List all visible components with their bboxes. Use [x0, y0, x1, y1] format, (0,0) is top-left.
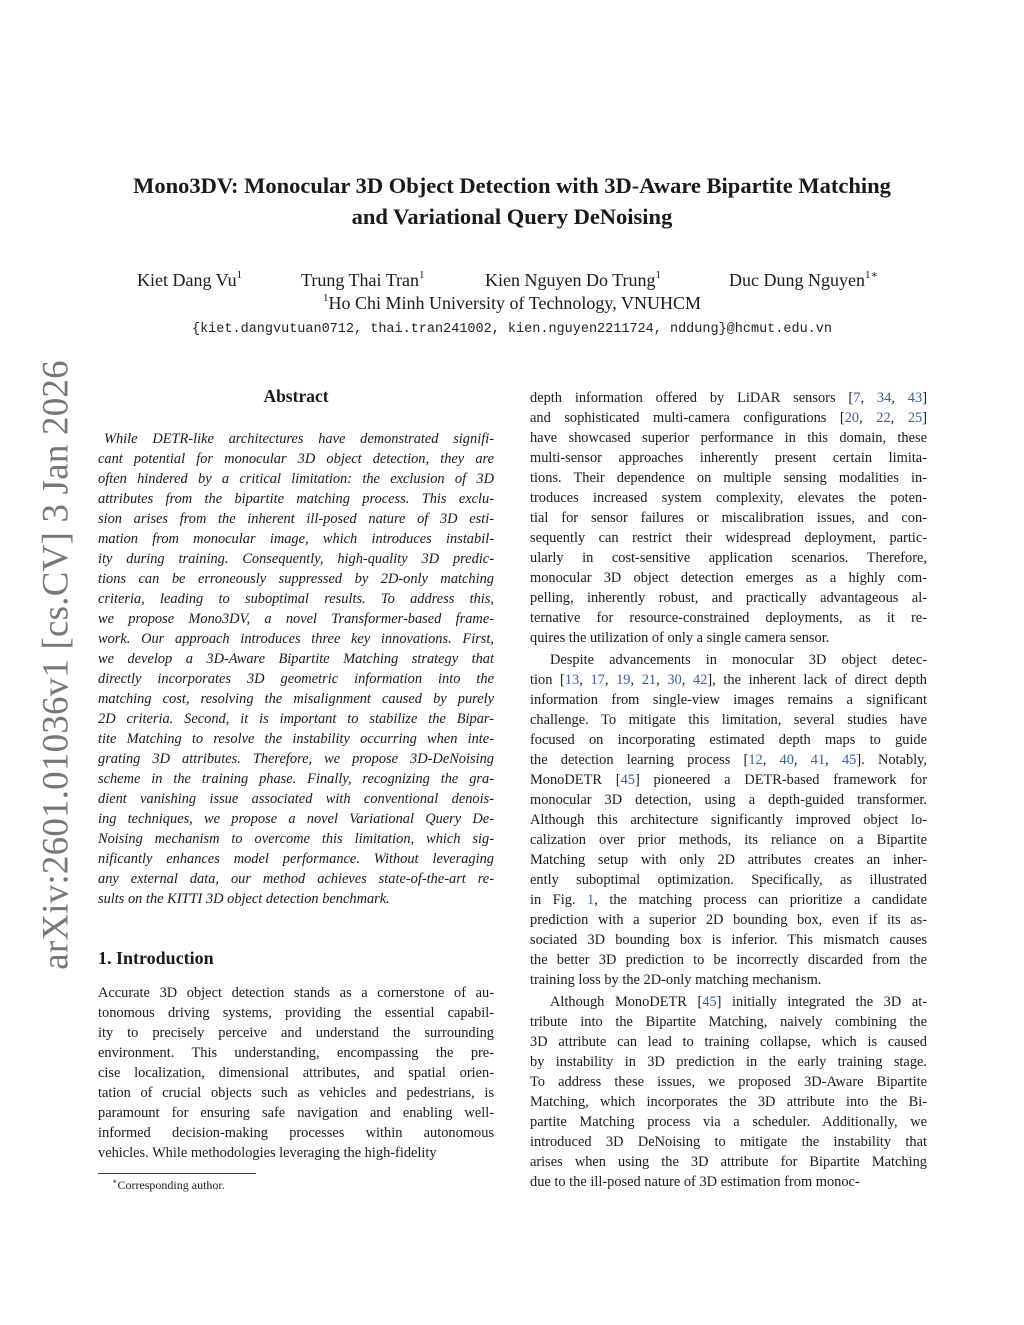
text-run: tial for sensor failures or miscalibration issues, and con-: [530, 510, 927, 526]
section-heading-introduction: 1. Introduction: [98, 948, 214, 968]
text-line: [530, 992, 927, 1012]
text-line: [530, 628, 927, 648]
text-run: ,: [825, 752, 842, 768]
text-line: [530, 1052, 927, 1072]
text-run: in Fig.: [530, 892, 588, 908]
text-line: mation from monocular image, which introduces instabil-: [98, 531, 494, 547]
text-run: training loss by the 2D-only matching mechanism.: [530, 972, 822, 988]
citation-link[interactable]: 22: [876, 410, 891, 426]
text-run: ,: [579, 672, 591, 688]
footnote-text: Corresponding author.: [117, 1178, 225, 1192]
citation-link[interactable]: 34: [876, 390, 892, 406]
footnote-rule: [98, 1173, 256, 1174]
citation-link[interactable]: 40: [779, 752, 794, 768]
text-line: While DETR-like architectures have demonstrated signifi-: [104, 431, 494, 447]
citation-link[interactable]: 25: [907, 410, 923, 426]
text-line: [530, 608, 927, 628]
text-run: ,: [860, 390, 877, 406]
text-line: [530, 1072, 927, 1092]
text-run: by instability in 3D prediction in the early training stage.: [530, 1054, 927, 1070]
text-run: pelling, inherently robust, and practically advantageous al-: [530, 590, 927, 606]
abstract-heading: Abstract: [263, 386, 329, 406]
text-run: arises when using the 3D attribute for Bipartite Matching: [530, 1154, 927, 1170]
text-run: the detection learning process [: [530, 752, 749, 768]
title-line-1: Mono3DV: Monocular 3D Object Detection with 3D-Aware Bipartite Matching: [133, 173, 891, 198]
text-line: [530, 890, 927, 910]
text-run: prediction with a superior 2D bounding box, even if its as-: [530, 912, 927, 928]
text-run: troduces increased system complexity, elevates the poten-: [530, 490, 927, 506]
author: [729, 270, 878, 291]
author: [485, 270, 661, 291]
text-run: focused on incorporating estimated depth maps to guide: [530, 732, 927, 748]
text-line: [530, 1012, 927, 1032]
text-line: [530, 670, 927, 690]
text-line: cise localization, dimensional attributes, and spatial orien-: [98, 1065, 494, 1081]
text-line: [530, 750, 927, 770]
text-line: [530, 910, 927, 930]
text-line: matching cost, resolving the misalignment caused by purely: [98, 691, 494, 707]
text-run: and sophisticated multi-camera configurations [: [530, 410, 845, 426]
text-run: ]. Notably,: [856, 752, 927, 768]
text-run: information from single-view images remains a significant: [530, 692, 927, 708]
text-run: ,: [890, 410, 908, 426]
text-line: sion arises from the inherent ill-posed nature of 3D esti-: [98, 511, 494, 527]
footnote: [112, 1178, 225, 1193]
text-line: [530, 528, 927, 548]
affiliation: [0, 293, 1024, 314]
text-line: [530, 730, 927, 750]
text-run: challenge. To mitigate this limitation, several studies have: [530, 712, 927, 728]
text-line: [530, 408, 927, 428]
author-name: Trung Thai Tran: [301, 270, 420, 290]
citation-link[interactable]: 21: [641, 672, 657, 688]
introduction-paragraph: [98, 983, 494, 1163]
citation-link[interactable]: 45: [620, 772, 635, 788]
text-line: [530, 428, 927, 448]
text-run: sequently can restrict their widespread deployment, partic-: [530, 530, 927, 546]
text-line: [530, 650, 927, 670]
text-run: ]: [922, 410, 928, 426]
text-line: sults on the KITTI 3D object detection benchmark.: [98, 891, 390, 907]
text-line: [530, 1112, 927, 1132]
text-line: [530, 568, 927, 588]
author-name: Kiet Dang Vu: [137, 270, 237, 290]
text-line: tation of crucial objects such as vehicles and pedestrians, is: [98, 1085, 494, 1101]
text-line: dient vanishing issue associated with conventional denois-: [98, 791, 494, 807]
text-line: [530, 1152, 927, 1172]
text-line: [530, 508, 927, 528]
text-run: ] pioneered a DETR-based framework for: [634, 772, 927, 788]
author-name: Kien Nguyen Do Trung: [485, 270, 656, 290]
affiliation-mark: 1: [323, 292, 329, 304]
text-run: ,: [656, 672, 668, 688]
text-run: ,: [681, 672, 693, 688]
text-line: tite Matching to resolve the instability occurring when inte-: [98, 731, 494, 747]
author-emails: {kiet.dangvutuan0712, thai.tran241002, kien.nguyen2211724, nddung}@hcmut.edu.vn: [191, 322, 832, 337]
text-run: tribute into the Bipartite Matching, naively combining the: [530, 1014, 927, 1030]
text-line: [530, 1032, 927, 1052]
arxiv-identifier-stamp: arXiv:2601.01036v1 [cs.CV] 3 Jan 2026: [35, 360, 77, 970]
text-line: [530, 548, 927, 568]
text-run: ently suboptimal optimization. Specifically, as illustrated: [530, 872, 927, 888]
text-run: Matching setup with only 2D attributes creates an inher-: [530, 852, 927, 868]
text-line: vehicles. While methodologies leveraging the high-fidelity: [98, 1145, 437, 1161]
text-run: ternative for resource-constrained deployments, as it re-: [530, 610, 927, 626]
text-line: [530, 850, 927, 870]
text-line: [530, 448, 927, 468]
text-line: cant potential for monocular 3D object detection, they are: [98, 451, 494, 467]
text-run: Although this architecture significantly improved object lo-: [530, 812, 927, 828]
citation-link[interactable]: 12: [748, 752, 763, 768]
text-line: [530, 388, 927, 408]
text-run: MonoDETR [: [530, 772, 621, 788]
paper-title: [100, 170, 924, 232]
text-run: calization over prior methods, its reliance on a Bipartite: [530, 832, 927, 848]
text-line: [530, 690, 927, 710]
text-line: paramount for ensuring safe navigation and enabling well-: [98, 1105, 494, 1121]
text-run: depth information offered by LiDAR sensors [: [530, 390, 854, 406]
text-run: To address these issues, we proposed 3D-Aware Bipartite: [530, 1074, 927, 1090]
author: [137, 270, 242, 291]
text-run: quires the utilization of only a single camera sensor.: [530, 630, 830, 646]
text-line: Noising mechanism to overcome this limitation, which sig-: [98, 831, 494, 847]
abstract-body: [98, 429, 494, 909]
citation-link[interactable]: 43: [907, 390, 923, 406]
citation-link[interactable]: 1: [587, 892, 595, 908]
text-line: often hindered by a critical limitation: the exclusion of 3D: [98, 471, 494, 487]
affiliation-text: Ho Chi Minh University of Technology, VNUHCM: [328, 293, 701, 313]
text-run: ,: [762, 752, 780, 768]
text-line: we develop a 3D-Aware Bipartite Matching strategy that: [98, 651, 494, 667]
text-run: multi-sensor approaches inherently present certain limita-: [530, 450, 927, 466]
text-line: [530, 790, 927, 810]
citation-link[interactable]: 17: [590, 672, 605, 688]
citation-link[interactable]: 45: [841, 752, 857, 768]
text-run: introduced 3D DeNoising to mitigate the instability that: [530, 1134, 927, 1150]
text-line: [530, 1172, 927, 1192]
footnote-mark: ∗: [112, 1177, 118, 1186]
text-line: directly incorporates 3D geometric information into the: [98, 671, 494, 687]
citation-link[interactable]: 30: [667, 672, 682, 688]
text-run: ] initially integrated the 3D at-: [716, 994, 927, 1010]
text-line: [530, 930, 927, 950]
text-line: tonomous driving systems, providing the essential capabil-: [98, 1005, 494, 1021]
affiliation-mark: 1: [236, 269, 243, 281]
text-line: [530, 1132, 927, 1152]
text-run: due to the ill-posed nature of 3D estimation from monoc-: [530, 1174, 860, 1190]
text-line: criteria, leading to suboptimal results. To address this,: [98, 591, 494, 607]
text-run: tion [: [530, 672, 565, 688]
text-run: monocular 3D detection, using a depth-guided transformer.: [530, 792, 927, 808]
text-run: ], the inherent lack of direct depth: [707, 672, 927, 688]
text-run: ,: [604, 672, 617, 688]
citation-link[interactable]: 42: [692, 672, 708, 688]
text-run: tions. Their dependence on multiple sensing modalities in-: [530, 470, 927, 486]
text-line: [530, 588, 927, 608]
text-line: [530, 810, 927, 830]
text-run: monocular 3D object detection emerges as a highly com-: [530, 570, 927, 586]
author-name: Duc Dung Nguyen: [729, 270, 865, 290]
text-line: [530, 870, 927, 890]
text-run: 3D attribute can lead to training collapse, which is caused: [530, 1034, 927, 1050]
citation-link[interactable]: 7: [853, 390, 861, 406]
text-line: [530, 950, 927, 970]
title-line-2: and Variational Query DeNoising: [351, 204, 673, 229]
text-run: ,: [630, 672, 642, 688]
text-line: [530, 1092, 927, 1112]
text-line: Accurate 3D object detection stands as a cornerstone of au-: [98, 985, 494, 1001]
text-run: the better 3D prediction to be incorrectly discarded from the: [530, 952, 927, 968]
text-line: informed decision-making processes within autonomous: [98, 1125, 494, 1141]
text-run: sociated 3D bounding box is inferior. This mismatch causes: [530, 932, 927, 948]
text-line: [530, 970, 927, 990]
text-run: Despite advancements in monocular 3D object detec-: [550, 652, 927, 668]
affiliation-mark: 1: [655, 269, 662, 281]
text-run: ularly in cost-sensitive application scenarios. Therefore,: [530, 550, 927, 566]
affiliation-mark: 1: [419, 269, 425, 281]
text-run: ,: [891, 390, 908, 406]
text-line: ing techniques, we propose a novel Variational Query De-: [98, 811, 494, 827]
right-column-body: [530, 388, 927, 1192]
text-line: nificantly enhances model performance. Without leveraging: [98, 851, 494, 867]
text-line: scheme in the training phase. Finally, recognizing the gra-: [98, 771, 494, 787]
text-line: [530, 468, 927, 488]
text-line: [530, 830, 927, 850]
text-line: attributes from the bipartite matching process. This exclu-: [98, 491, 494, 507]
text-line: [530, 488, 927, 508]
text-line: any external data, our method achieves state-of-the-art re-: [98, 871, 494, 887]
text-line: [530, 710, 927, 730]
text-line: work. Our approach introduces three key innovations. First,: [98, 631, 494, 647]
text-run: have showcased superior performance in this domain, these: [530, 430, 927, 446]
citation-link[interactable]: 45: [702, 994, 717, 1010]
text-run: Although MonoDETR [: [550, 994, 703, 1010]
text-line: we propose Mono3DV, a novel Transformer-based frame-: [98, 611, 494, 627]
citation-link[interactable]: 20: [844, 410, 860, 426]
citation-link[interactable]: 19: [616, 672, 631, 688]
text-run: ,: [793, 752, 811, 768]
author: [301, 270, 425, 291]
citation-link[interactable]: 41: [810, 752, 826, 768]
text-line: environment. This understanding, encompassing the pre-: [98, 1045, 494, 1061]
text-line: ity during training. Consequently, high-quality 3D predic-: [98, 551, 494, 567]
affiliation-mark: 1∗: [864, 269, 878, 281]
text-run: , the matching process can prioritize a candidate: [594, 892, 927, 908]
text-line: tions can be erroneously suppressed by 2D-only matching: [98, 571, 494, 587]
text-line: grating 3D attributes. Therefore, we propose 3D-DeNoising: [98, 751, 494, 767]
text-run: ]: [922, 390, 927, 406]
text-line: ity to precisely perceive and understand the surrounding: [98, 1025, 494, 1041]
text-run: Matching, which incorporates the 3D attribute into the Bi-: [530, 1094, 927, 1110]
text-run: ,: [859, 410, 877, 426]
text-line: [530, 770, 927, 790]
text-line: 2D criteria. Second, it is important to stabilize the Bipar-: [98, 711, 494, 727]
text-run: partite Matching process via a scheduler. Additionally, we: [530, 1114, 927, 1130]
citation-link[interactable]: 13: [564, 672, 580, 688]
